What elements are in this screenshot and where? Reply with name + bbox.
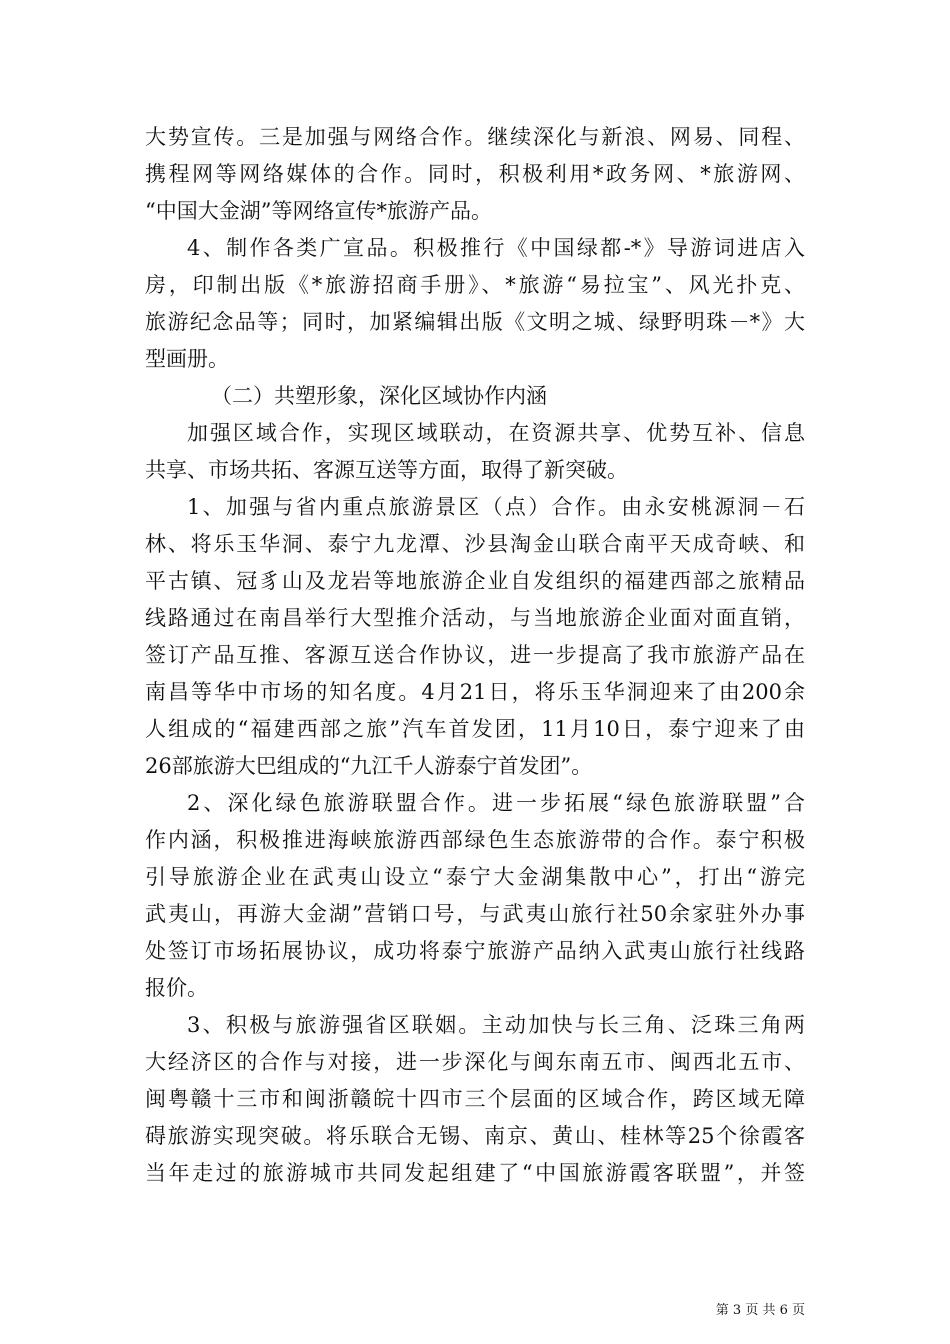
text-line: 武夷山，再游大金湖”营销口号，与武夷山旅行社50余家驻外办事 <box>145 902 805 926</box>
text-line: 当年走过的旅游城市共同发起组建了“中国旅游霞客联盟”，并签 <box>145 1161 805 1185</box>
text-line: 签订产品互推、客源互送合作协议，进一步提高了我市旅游产品在 <box>145 643 805 667</box>
text-line: “中国大金湖”等网络宣传*旅游产品。 <box>145 199 492 223</box>
text-line: 线路通过在南昌举行大型推介活动，与当地旅游企业面对面直销， <box>145 606 805 630</box>
text-line: 林、将乐玉华洞、泰宁九龙潭、沙县淘金山联合南平天成奇峡、和 <box>145 532 805 556</box>
text-line: 26部旅游大巴组成的“九江千人游泰宁首发团”。 <box>145 754 593 778</box>
text-line: 旅游纪念品等；同时，加紧编辑出版《文明之城、绿野明珠－*》大 <box>145 310 805 334</box>
section-heading: （二）共塑形象，深化区域协作内涵 <box>211 384 547 408</box>
text-line: 处签订市场拓展协议，成功将泰宁旅游产品纳入武夷山旅行社线路 <box>145 939 805 963</box>
text-line: 大经济区的合作与对接，进一步深化与闽东南五市、闽西北五市、 <box>145 1050 805 1074</box>
text-line: 南昌等华中市场的知名度。4月21日，将乐玉华洞迎来了由200余 <box>145 680 805 704</box>
text-line: 型画册。 <box>145 347 229 371</box>
text-line: 作内涵，积极推进海峡旅游西部绿色生态旅游带的合作。泰宁积极 <box>145 828 805 852</box>
text-line: 报价。 <box>145 976 208 1000</box>
text-line: 加强区域合作，实现区域联动，在资源共享、优势互补、信息 <box>187 421 805 445</box>
text-line: 人组成的“福建西部之旅”汽车首发团，11月10日，泰宁迎来了由 <box>145 717 805 741</box>
text-line: 2、深化绿色旅游联盟合作。进一步拓展“绿色旅游联盟”合 <box>187 791 805 815</box>
text-line: 1、加强与省内重点旅游景区（点）合作。由永安桃源洞－石 <box>187 495 805 519</box>
text-line: 闽粤赣十三市和闽浙赣皖十四市三个层面的区域合作，跨区域无障 <box>145 1087 805 1111</box>
text-line: 4、制作各类广宣品。积极推行《中国绿都-*》导游词进店入 <box>187 236 805 260</box>
text-line: 共享、市场共拓、客源互送等方面，取得了新突破。 <box>145 458 628 482</box>
text-line: 碍旅游实现突破。将乐联合无锡、南京、黄山、桂林等25个徐霞客 <box>145 1124 805 1148</box>
text-line: 引导旅游企业在武夷山设立“泰宁大金湖集散中心”，打出“游完 <box>145 865 805 889</box>
page-number: 第 3 页 共 6 页 <box>715 1303 805 1318</box>
text-line: 携程网等网络媒体的合作。同时，积极利用*政务网、*旅游网、 <box>145 162 805 186</box>
text-line: 大势宣传。三是加强与网络合作。继续深化与新浪、网易、同程、 <box>145 125 805 149</box>
text-line: 平古镇、冠豸山及龙岩等地旅游企业自发组织的福建西部之旅精品 <box>145 569 805 593</box>
text-line: 3、积极与旅游强省区联姻。主动加快与长三角、泛珠三角两 <box>187 1013 805 1037</box>
text-line: 房，印制出版《*旅游招商手册》、*旅游“易拉宝”、风光扑克、 <box>145 273 805 297</box>
